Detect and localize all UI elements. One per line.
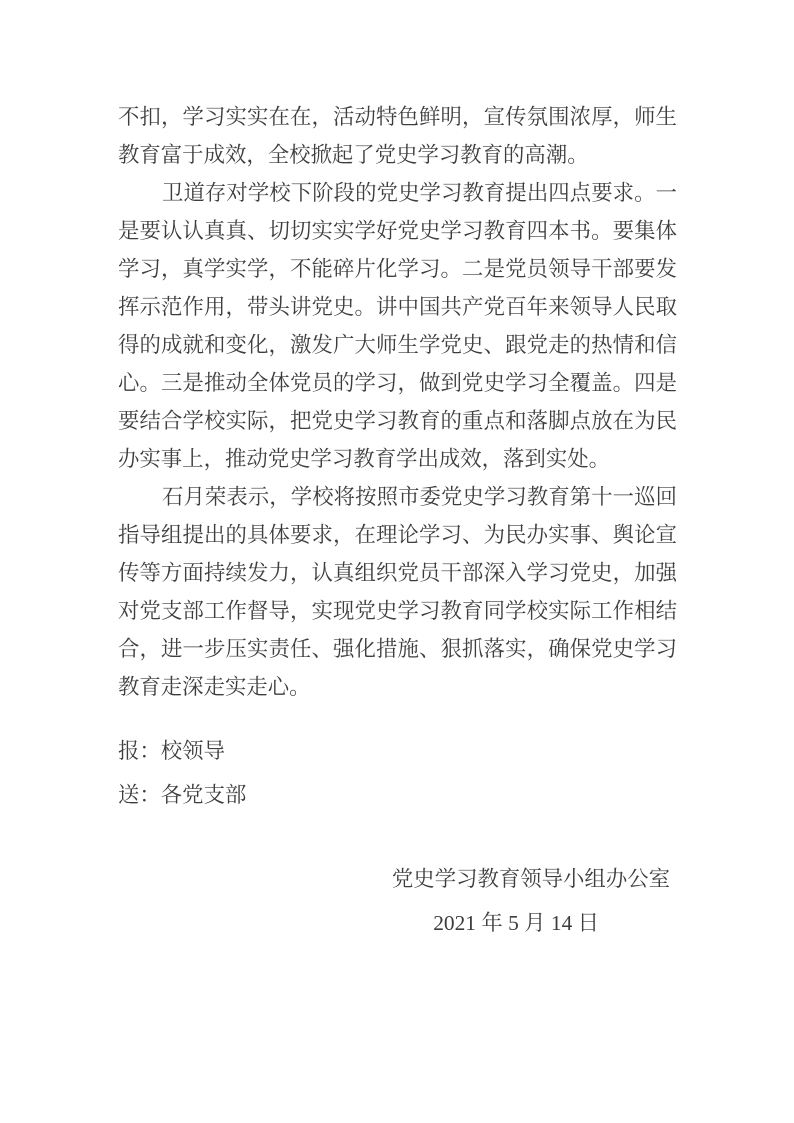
body-paragraph-continuation: 不扣，学习实实在在，活动特色鲜明，宣传氛围浓厚，师生教育富于成效，全校掀起了党史学习教育的高潮。	[118, 105, 677, 167]
body-paragraph-requirements: 卫道存对学校下阶段的党史学习教育提出四点要求。一是要认认真真、切切实实学好党史学习教育四本书。要集体学习，真学实学，不能碎片化学习。二是党员领导干部要发挥示范作用，带头讲党史。讲中国共产党百年来领导人民取得的成就和变化，激发广大师生学党史、跟党走的热情和信心。三是推动全体党员的学习，做到党史学习全覆盖。四是要结合学校实际，把党史学习教育的重点和落脚点放在为民办实事上，推动党史学习教育学出成效，落到实处。	[118, 181, 677, 471]
body-paragraph-statement: 石月荣表示，学校将按照市委党史学习教育第十一巡回指导组提出的具体要求，在理论学习、为民办实事、舆论宣传等方面持续发力，认真组织党员干部深入学习党史，加强对党支部工作督导，实现党史学习教育同学校实际工作相结合，进一步压实责任、强化措施、狠抓落实，确保党史学习教育走深走实走心。	[118, 485, 677, 699]
signature-block	[118, 857, 677, 945]
report-to-line: 报：校领导	[118, 739, 225, 763]
send-to-line: 送：各党支部	[118, 783, 247, 807]
distribution-notes	[118, 729, 677, 817]
signature-office-name: 党史学习教育领导小组办公室	[391, 867, 670, 891]
document-content	[118, 98, 677, 945]
signature-date: 2021 年 5 月 14 日	[433, 911, 599, 935]
